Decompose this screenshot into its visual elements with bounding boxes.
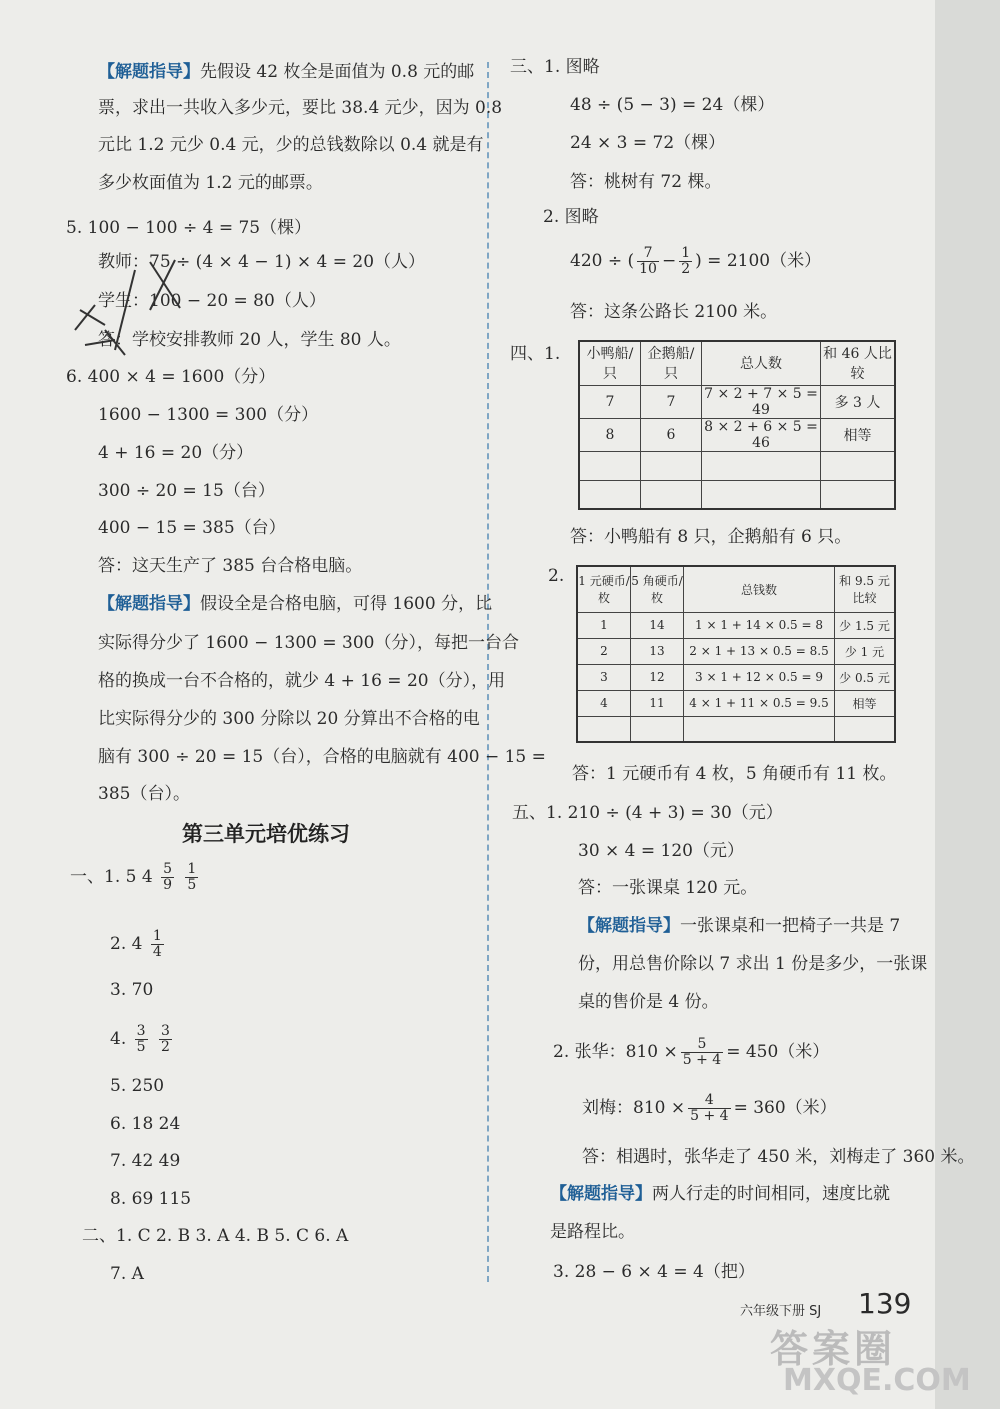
answer-line: 1600 − 1300 = 300（分） <box>98 405 319 425</box>
table-cell: 7 <box>579 385 641 418</box>
answer-line: 8. 69 115 <box>110 1189 192 1209</box>
fraction-numerator: 3 <box>136 1023 146 1039</box>
answer-line: 3. 70 <box>110 980 154 1000</box>
fraction <box>688 1093 730 1124</box>
fraction-denominator: 5 <box>136 1039 146 1055</box>
table-header: 和 46 人比较 <box>821 341 896 385</box>
right-margin-strip <box>935 0 1000 1409</box>
hint-line: 份，用总售价除以 7 求出 1 份是多少，一张课 <box>578 954 928 974</box>
fraction-denominator: 4 <box>152 944 162 960</box>
answer-text: = 360（米） <box>733 1098 837 1118</box>
answer-line: 学生：100 − 20 = 80（人） <box>98 291 326 311</box>
hint-line <box>98 593 492 615</box>
answer-text: − <box>661 251 677 271</box>
handwritten-scribble <box>55 250 195 370</box>
answer-line: 300 ÷ 20 = 15（台） <box>98 481 275 501</box>
fraction-numerator: 3 <box>160 1023 170 1039</box>
fraction-denominator: 2 <box>160 1039 170 1055</box>
answer-line: 5. 100 − 100 ÷ 4 = 75（棵） <box>66 218 312 238</box>
fraction <box>135 1024 148 1055</box>
answer-line: 答：一张课桌 120 元。 <box>578 878 758 898</box>
table-cell: 2 × 1 + 13 × 0.5 = 8.5 <box>684 638 835 664</box>
hint-line: 脑有 300 ÷ 20 = 15（台），合格的电脑就有 400 − 15 = <box>98 747 546 767</box>
answer-line: 2. 图略 <box>543 207 599 227</box>
hint-line: 桌的售价是 4 份。 <box>578 992 719 1012</box>
hint-text: 先假设 42 枚全是面值为 0.8 元的邮 <box>200 62 475 82</box>
page-number: 139 <box>858 1287 912 1320</box>
hint-line: 票，求出一共收入多少元，要比 38.4 元少，因为 0.8 <box>98 98 503 118</box>
hint-line: 实际得分少了 1600 − 1300 = 300（分），每把一台合 <box>98 633 519 653</box>
answer-line: 400 − 15 = 385（台） <box>98 518 286 538</box>
answer-line: 24 × 3 = 72（棵） <box>570 133 726 153</box>
table-cell: 1 <box>577 612 631 638</box>
answer-line: 7. A <box>110 1264 144 1284</box>
table-cell <box>631 716 684 742</box>
table-cell <box>641 451 702 480</box>
table-cell: 多 3 人 <box>821 385 896 418</box>
answer-line <box>70 862 201 893</box>
fraction-numerator: 1 <box>152 928 162 944</box>
table-cell <box>702 480 821 509</box>
table-cell: 7 <box>641 385 702 418</box>
answer-text: 刘梅：810 × <box>582 1098 686 1118</box>
table-cell: 7 × 2 + 7 × 5 = 49 <box>702 385 821 418</box>
table-cell: 13 <box>631 638 684 664</box>
fraction <box>681 1037 723 1068</box>
table-cell: 1 × 1 + 14 × 0.5 = 8 <box>684 612 835 638</box>
fraction <box>637 246 659 277</box>
hint-text: 两人行走的时间相同，速度比就 <box>652 1184 890 1204</box>
table-header: 总人数 <box>702 341 821 385</box>
fraction-numerator: 1 <box>681 245 691 261</box>
table-cell: 3 <box>577 664 631 690</box>
hint-line: 是路程比。 <box>550 1222 635 1242</box>
answer-line: 6. 400 × 4 = 1600（分） <box>66 367 276 387</box>
fraction <box>151 929 164 960</box>
hint-text: 假设全是合格电脑，可得 1600 分，比 <box>200 594 493 614</box>
answer-text: ) = 2100（米） <box>695 251 822 271</box>
fraction-denominator: 5 + 4 <box>682 1052 722 1068</box>
answer-label: 四、1. <box>510 344 561 364</box>
table-cell: 4 <box>577 690 631 716</box>
answer-line: 7. 42 49 <box>110 1151 181 1171</box>
table-header: 总钱数 <box>684 566 835 612</box>
hint-tag: 【解题指导】 <box>578 916 680 936</box>
answer-line: 5. 250 <box>110 1076 165 1096</box>
fraction-numerator: 4 <box>688 1093 730 1109</box>
fraction-denominator: 5 + 4 <box>690 1108 729 1124</box>
table-header: 小鸭船/只 <box>579 341 641 385</box>
hint-line <box>578 915 900 937</box>
table-cell <box>579 451 641 480</box>
hint-line: 比实际得分少的 300 分除以 20 分算出不合格的电 <box>98 709 480 729</box>
table-cell <box>821 480 896 509</box>
answer-line: 答：小鸭船有 8 只，企鹅船有 6 只。 <box>570 527 852 547</box>
answer-text: 420 ÷ ( <box>570 251 635 271</box>
table-cell: 14 <box>631 612 684 638</box>
table-cell: 11 <box>631 690 684 716</box>
answer-line: 答：1 元硬币有 4 枚，5 角硬币有 11 枚。 <box>572 764 897 784</box>
fraction-denominator: 5 <box>187 877 197 893</box>
hint-line <box>550 1183 890 1205</box>
table-cell: 8 <box>579 418 641 451</box>
watermark-url: MXQE.COM <box>783 1363 971 1398</box>
fraction <box>161 862 174 893</box>
grade-label: 六年级下册 SJ <box>740 1304 822 1319</box>
table-cell <box>702 451 821 480</box>
table-cell <box>577 716 631 742</box>
table-cell <box>821 451 896 480</box>
table-cell: 相等 <box>835 690 896 716</box>
answer-line <box>570 246 821 277</box>
table-cell: 少 1.5 元 <box>835 612 896 638</box>
hint-line: 385（台）。 <box>98 784 190 804</box>
answer-line <box>110 1024 175 1055</box>
fraction-numerator: 5 <box>681 1037 723 1053</box>
answer-text: 4. <box>110 1029 127 1049</box>
table-cell: 少 0.5 元 <box>835 664 896 690</box>
fraction-denominator: 10 <box>639 261 657 277</box>
answer-line: 48 ÷ (5 − 3) = 24（棵） <box>570 95 775 115</box>
coin-table <box>576 565 896 743</box>
hint-line <box>98 61 474 83</box>
table-header: 1 元硬币/枚 <box>577 566 631 612</box>
answer-line: 6. 18 24 <box>110 1114 181 1134</box>
table-cell: 相等 <box>821 418 896 451</box>
fraction-denominator: 2 <box>681 261 691 277</box>
hint-text: 一张课桌和一把椅子一共是 7 <box>680 916 901 936</box>
hint-line: 多少枚面值为 1.2 元的邮票。 <box>98 173 323 193</box>
answer-line: 五、1. 210 ÷ (4 + 3) = 30（元） <box>512 803 783 823</box>
answer-text: 一、1. 5 4 <box>70 867 153 887</box>
answer-line: 教师：75 ÷ (4 × 4 − 1) × 4 = 20（人） <box>98 252 426 272</box>
answer-line <box>110 929 167 960</box>
watermark-logo: 答案圈 <box>770 1327 897 1371</box>
answer-text: 2. 张华：810 × <box>553 1042 678 1062</box>
answer-text: = 450（米） <box>726 1042 830 1062</box>
answer-line: 二、1. C 2. B 3. A 4. B 5. C 6. A <box>82 1226 349 1246</box>
answer-line <box>582 1093 837 1124</box>
table-cell: 少 1 元 <box>835 638 896 664</box>
hint-line: 元比 1.2 元少 0.4 元，少的总钱数除以 0.4 就是有 <box>98 135 484 155</box>
answer-line: 答：这天生产了 385 台合格电脑。 <box>98 556 363 576</box>
fraction <box>185 862 198 893</box>
answer-line: 三、1. 图略 <box>510 57 600 77</box>
table-cell: 6 <box>641 418 702 451</box>
answer-line: 答：学校安排教师 20 人，学生 80 人。 <box>98 330 401 350</box>
table-cell: 3 × 1 + 12 × 0.5 = 9 <box>684 664 835 690</box>
answer-label: 2. <box>548 566 565 586</box>
answer-text: 2. 4 <box>110 934 143 954</box>
answer-line: 答：这条公路长 2100 米。 <box>570 302 778 322</box>
fraction-numerator: 1 <box>187 861 197 877</box>
table-cell: 4 × 1 + 11 × 0.5 = 9.5 <box>684 690 835 716</box>
hint-tag: 【解题指导】 <box>550 1184 652 1204</box>
hint-line: 格的换成一台不合格的，就少 4 + 16 = 20（分），用 <box>98 671 506 691</box>
table-cell <box>579 480 641 509</box>
fraction <box>159 1024 172 1055</box>
answer-line: 3. 28 − 6 × 4 = 4（把） <box>553 1262 755 1282</box>
fraction-numerator: 5 <box>163 861 172 877</box>
table-cell: 2 <box>577 638 631 664</box>
table-cell <box>835 716 896 742</box>
table-cell: 12 <box>631 664 684 690</box>
answer-line: 30 × 4 = 120（元） <box>578 841 744 861</box>
fraction-numerator: 7 <box>637 246 659 262</box>
table-header: 企鹅船/只 <box>641 341 702 385</box>
fraction-denominator: 9 <box>163 877 172 893</box>
table-header: 和 9.5 元比较 <box>835 566 896 612</box>
table-cell <box>641 480 702 509</box>
boat-table <box>578 340 896 510</box>
answer-line: 答：桃树有 72 棵。 <box>570 172 722 192</box>
answer-line: 答：相遇时，张华走了 450 米，刘梅走了 360 米。 <box>582 1147 975 1167</box>
hint-tag: 【解题指导】 <box>98 594 200 614</box>
table-cell: 8 × 2 + 6 × 5 = 46 <box>702 418 821 451</box>
section-title: 第三单元培优练习 <box>182 822 350 846</box>
table-cell <box>684 716 835 742</box>
table-header: 5 角硬币/枚 <box>631 566 684 612</box>
hint-tag: 【解题指导】 <box>98 62 200 82</box>
answer-line <box>553 1037 829 1068</box>
fraction <box>679 246 692 277</box>
answer-line: 4 + 16 = 20（分） <box>98 443 254 463</box>
